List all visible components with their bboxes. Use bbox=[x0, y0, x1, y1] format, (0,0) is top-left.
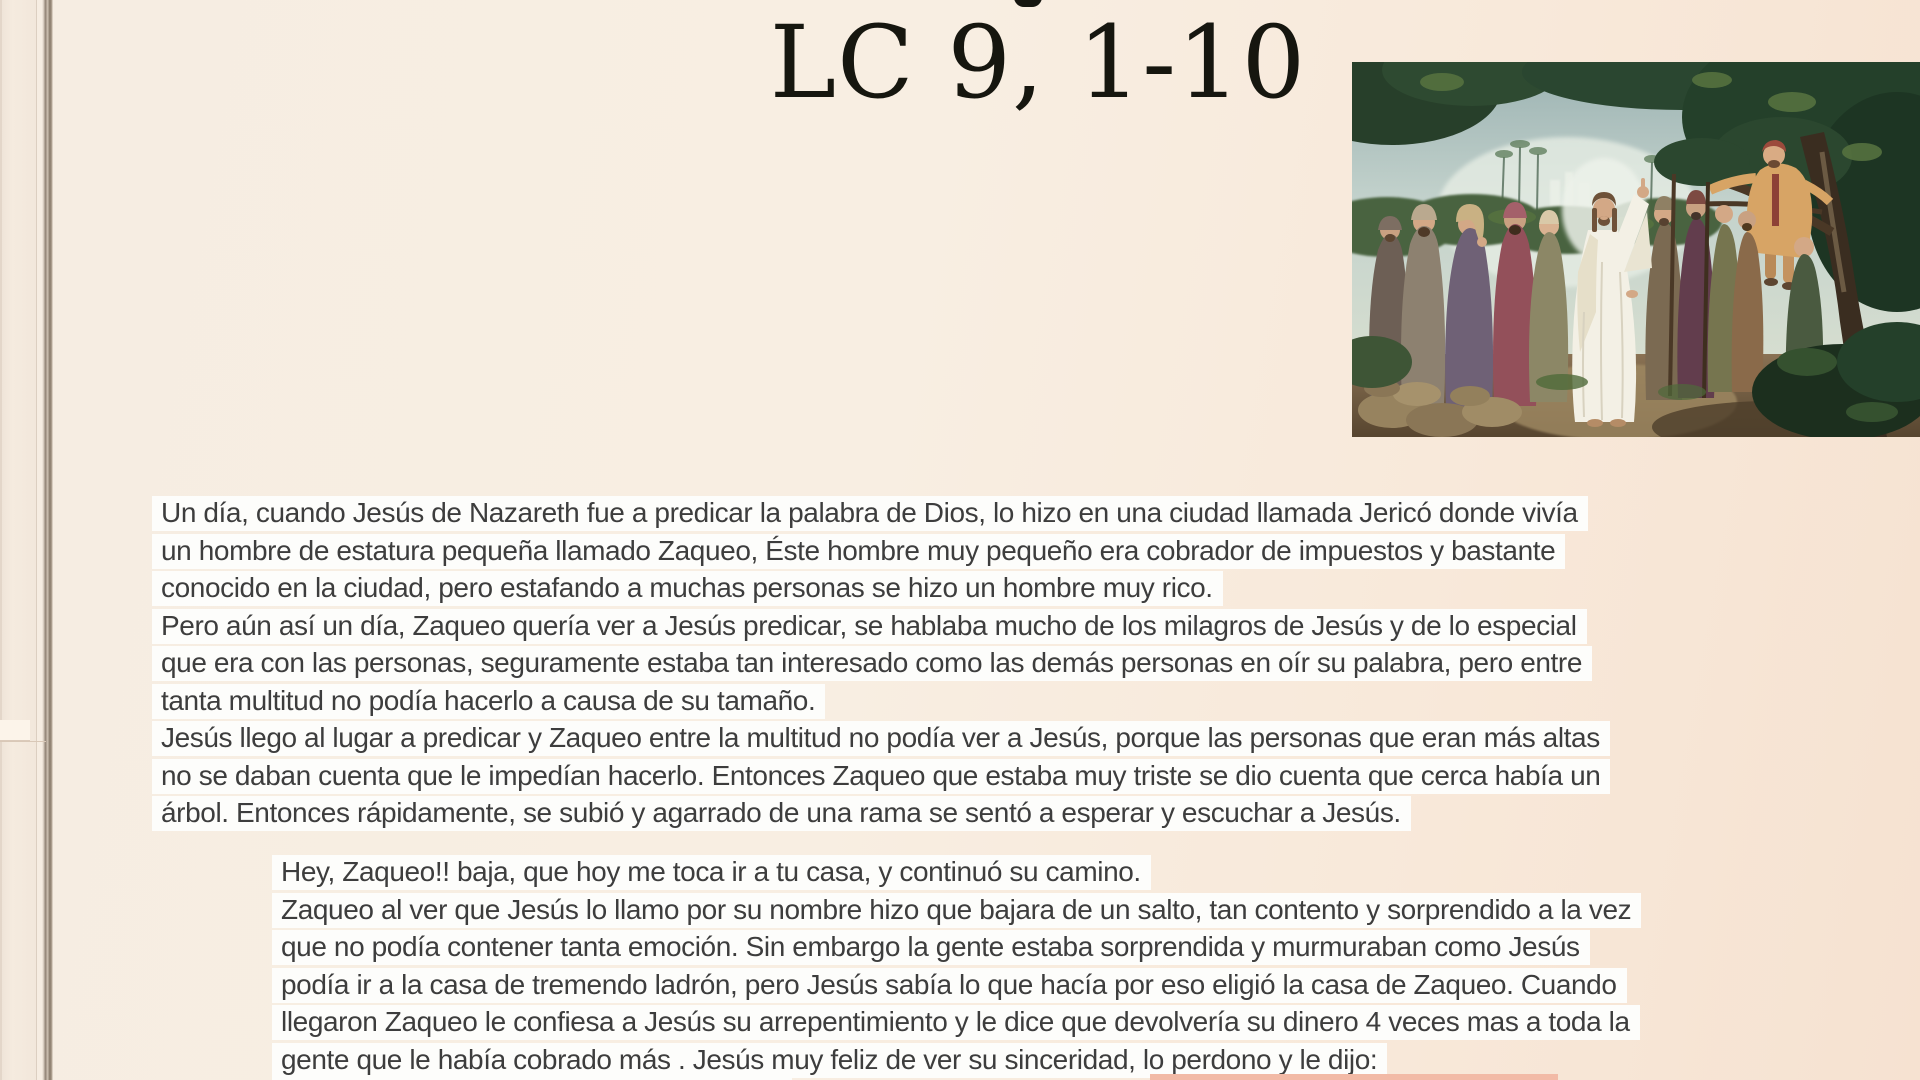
story-line: podía ir a la casa de tremendo ladrón, pero Jesús sabía lo que hacía por eso eligió la casa de Zaqueo. Cuando bbox=[272, 968, 1641, 1006]
story-line: que era con las personas, seguramente estaba tan interesado como las demás personas en oír su palabra, pero entre bbox=[152, 646, 1610, 684]
page-title: LC 9, 1-10 bbox=[769, 4, 1307, 121]
story-line: no se daban cuenta que le impedían hacerlo. Entonces Zaqueo que estaba muy triste se dio cuenta que cerca había un bbox=[152, 759, 1610, 797]
story-paragraph-2 bbox=[272, 855, 1641, 1080]
story-line: que no podía contener tanta emoción. Sin embargo la gente estaba sorprendida y murmuraban como Jesús bbox=[272, 930, 1641, 968]
story-paragraph-1 bbox=[152, 496, 1610, 834]
page-binding bbox=[42, 0, 53, 1080]
next-line-accent-sliver bbox=[1150, 1074, 1558, 1080]
story-line: conocido en la ciudad, pero estafando a muchas personas se hizo un hombre muy rico. bbox=[152, 571, 1610, 609]
page-edge-line bbox=[0, 0, 2, 1080]
story-line: árbol. Entonces rápidamente, se subió y agarrado de una rama se sentó a esperar y escuchar a Jesús. bbox=[152, 796, 1610, 834]
story-line: gente que le había cobrado más . Jesús muy feliz de ver su sinceridad, lo perdono y le dijo: bbox=[272, 1043, 1641, 1080]
story-line: Zaqueo al ver que Jesús lo llamo por su nombre hizo que bajara de un salto, tan contento y sorprendido a la vez bbox=[272, 893, 1641, 931]
story-line: Pero aún así un día, Zaqueo quería ver a Jesús predicar, se hablaba mucho de los milagros de Jesús y de lo especial bbox=[152, 609, 1610, 647]
page-marker-line bbox=[0, 741, 46, 742]
next-line-highlight-sliver bbox=[272, 1075, 792, 1080]
story-line: Un día, cuando Jesús de Nazareth fue a predicar la palabra de Dios, lo hizo en una ciudad llamada Jericó donde vivía bbox=[152, 496, 1610, 534]
zacchaeus-painting-svg bbox=[1352, 62, 1920, 437]
story-line: llegaron Zaqueo le confiesa a Jesús su arrepentimiento y le dice que devolvería su dinero 4 veces mas a toda la bbox=[272, 1005, 1641, 1043]
page-marker-tab bbox=[0, 720, 30, 742]
page-fold-line bbox=[36, 0, 37, 1080]
story-line: tanta multitud no podía hacerlo a causa de su tamaño. bbox=[152, 684, 1610, 722]
story-line: un hombre de estatura pequeña llamado Zaqueo, Éste hombre muy pequeño era cobrador de impuestos y bastante bbox=[152, 534, 1610, 572]
story-line: Hey, Zaqueo!! baja, que hoy me toca ir a tu casa, y continuó su camino. bbox=[272, 855, 1641, 893]
story-line: Jesús llego al lugar a predicar y Zaqueo entre la multitud no podía ver a Jesús, porque las personas que eran más altas bbox=[152, 721, 1610, 759]
zacchaeus-painting bbox=[1352, 62, 1920, 437]
page-edge bbox=[0, 0, 36, 1080]
